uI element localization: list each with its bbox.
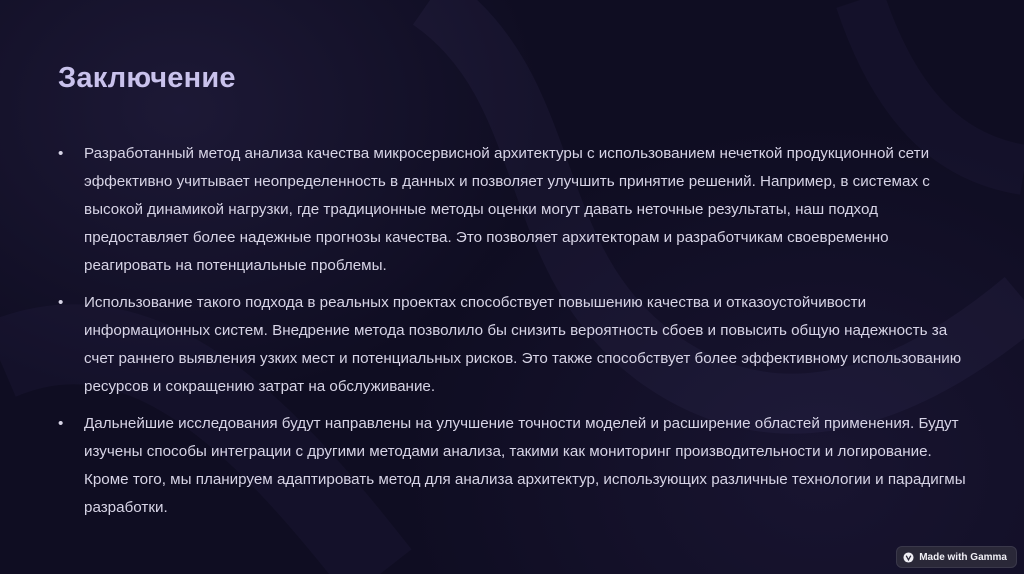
bullet-marker: • [58,294,64,311]
bullet-marker: • [58,415,64,432]
bullet-item-1 [58,140,978,280]
bullet-item-2 [58,289,978,401]
bullet-text: Использование такого подхода в реальных проектах способствует повышению качества и отказоустойчивости информационных систем. Внедрение метода позволило бы снизить вероятность сбоев и повысить общую надежность за счет раннего выявления узких мест и потенциальных рисков. Это также способствует более эффективному использованию ресурсов и сокращению затрат на обслуживание. [84,294,962,395]
bullet-list [58,140,978,531]
bullet-marker: • [58,145,64,162]
bullet-text: Дальнейшие исследования будут направлены на улучшение точности моделей и расширение областей применения. Будут изучены способы интеграции с другими методами анализа, такими как мониторинг производительности и логирование. Кроме того, мы планируем адаптировать метод для анализа архитектур, использующих различные технологии и парадигмы разработки. [84,415,966,516]
gamma-logo-icon [903,552,914,563]
bullet-text: Разработанный метод анализа качества микросервисной архитектуры с использованием нечеткой продукционной сети эффективно учитывает неопределенность в данных и позволяет улучшить принятие решений. Например, в системах с высокой динамикой нагрузки, где традиционные методы оценки могут давать неточные результаты, наш подход предоставляет более надежные прогнозы качества. Это позволяет архитекторам и разработчикам своевременно реагировать на потенциальные проблемы. [84,145,930,274]
slide-title: Заключение [58,62,236,94]
bullet-item-3 [58,410,978,522]
made-with-gamma-badge[interactable] [896,546,1017,568]
badge-label: Made with Gamma [919,551,1007,563]
